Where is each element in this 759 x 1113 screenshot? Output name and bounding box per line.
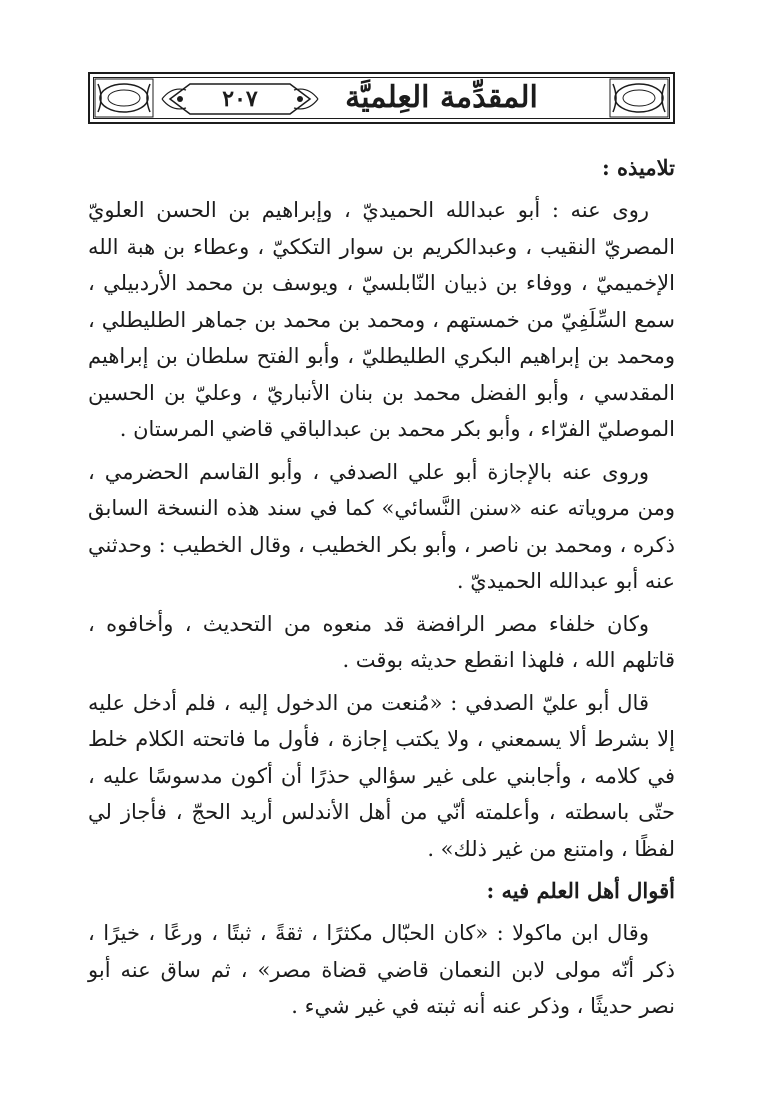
paragraph: وكان خلفاء مصر الرافضة قد منعوه من التحديث ، وأخافوه ، قاتلهم الله ، فلهذا انقطع حديثه بوقت . xyxy=(88,611,675,672)
running-header xyxy=(88,72,675,124)
paragraph: روى عنه : أبو عبدالله الحميديّ ، وإبراهيم بن الحسن العلويّ المصريّ النقيب ، وعبدالكريم بن سوار التككيّ ، وعطاء بن هبة الله الإخميميّ ، ووفاء بن ذبيان النّابلسيّ ، ويوسف بن محمد الأردبيلي ، سمع السِّلَفِيّ من خمستهم ، ومحمد بن محمد بن جماهر الطليطلي ، ومحمد بن إبراهيم البكري الطليطليّ ، وأبو الفتح سلطان بن إبراهيم المقدسي ، وأبو الفضل محمد بن بنان الأنباريّ ، وعليّ بن الحسين الموصليّ الفرّاء ، وأبو بكر محمد بن عبدالباقي قاضي المرستان . xyxy=(88,198,675,441)
section-heading-students: تلاميذه : xyxy=(601,155,675,180)
paragraph: وروى عنه بالإجازة أبو علي الصدفي ، وأبو القاسم الحضرمي ، ومن مروياته عنه «سنن النَّسائي» كما في سند هذه النسخة السابق ذكره ، ومحمد بن ناصر ، وأبو بكر الخطيب ، وقال الخطيب : وحدثني عنه أبو عبدالله الحميديّ . xyxy=(88,459,675,593)
page-number: ٢٠٧ xyxy=(222,86,258,112)
page-body xyxy=(88,150,675,1031)
section-heading-scholars-sayings: أقوال أهل العلم فيه : xyxy=(486,878,675,903)
paragraph: قال أبو عليّ الصدفي : «مُنعت من الدخول إليه ، فلم أدخل عليه إلا بشرط ألا يسمعني ، ولا يكتب إجازة ، فأول ما فاتحته الكلام خلط في كلامه ، وأجابني على غير سؤالي حذرًا أن أكون مدسوسًا عليه ، حتّى باسطته ، وأعلمته أنّي من أهل الأندلس أريد الحجّ ، فأجاز لي لفظًا ، وامتنع من غير ذلك» . xyxy=(88,690,675,861)
left-ornament-icon xyxy=(94,78,154,118)
running-title: المقدِّمة العِلميَّة xyxy=(345,80,538,115)
right-ornament-icon xyxy=(609,78,669,118)
paragraph: وقال ابن ماكولا : «كان الحبّال مكثرًا ، ثقةً ، ثبتًا ، ورعًا ، خيرًا ، ذكر أنّه مولى لابن النعمان قاضي قضاة مصر» ، ثم ساق عنه أبو نصر حديثًا ، وذكر عنه أنه ثبته في غير شيء . xyxy=(88,921,675,1018)
